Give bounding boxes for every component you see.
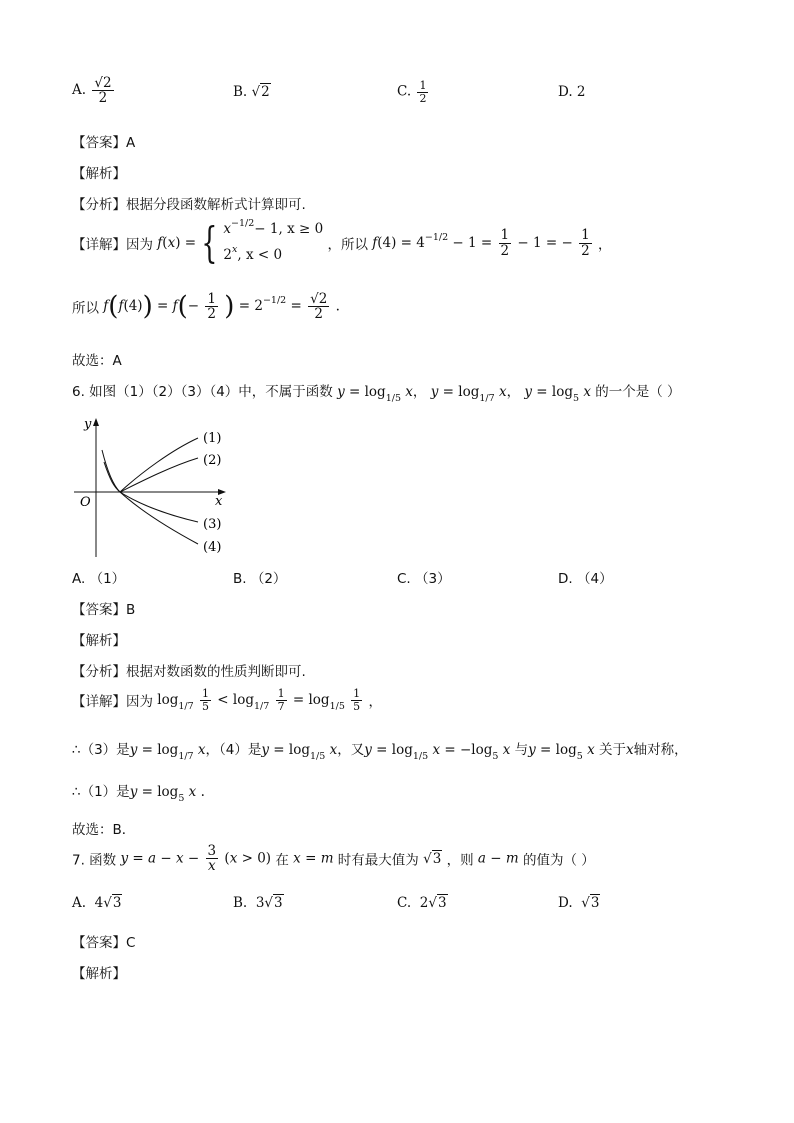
q6-xiangjie: 【详解】因为 $\log_{1/7}$ $\frac{1}{5}$ < $\log_{1/7}$ $\frac{1}{7}$ = $\log_{1/5}$ $\frac{1}{5}$ ， (72, 687, 382, 713)
curve-1 (102, 438, 198, 492)
q6-line3: ∴（3）是$y = \log_{1/7} x$，（4）是$y = \log_{1/5} x$，又$y = \log_{1/5} x = -\log_5$ x 与$y = \log_5 x$ 关于x轴对称， (72, 742, 688, 762)
curve-label-2: (2) (203, 453, 222, 468)
q6-stem: 6. 如图（1）（2）（3）（4）中，不属于函数 $y = \log_{1/5} x$， $y = \log_{1/7} x$， $y = \log_5 x$ 的一个是（ ） (72, 384, 681, 404)
q6-analysis-head: 【解析】 (72, 633, 126, 649)
q7-option-c: C. 2√3 (397, 895, 447, 911)
q6-option-d: D. （4） (558, 571, 613, 587)
y-axis-label: y (84, 417, 92, 432)
q6-option-b: B. （2） (233, 571, 287, 587)
q7-option-b: B. 3√3 (233, 895, 283, 911)
curve-label-3: (3) (203, 517, 222, 532)
q6-option-a: A. （1） (72, 571, 126, 587)
q7-analysis-head: 【解析】 (72, 966, 126, 982)
q7-answer: 【答案】C (72, 935, 136, 951)
q6-choice: 故选：B． (72, 822, 136, 838)
curve-2 (104, 458, 198, 492)
q5-fenxi: 【分析】根据分段函数解析式计算即可. (72, 197, 306, 213)
q6-fenxi: 【分析】根据对数函数的性质判断即可. (72, 664, 306, 680)
q6-line4: ∴（1）是$y = \log_5 x$ . (72, 784, 205, 804)
curve-label-1: (1) (203, 431, 222, 446)
q5-option-a: A. $\frac{√2}{2}$ (72, 75, 112, 107)
q7-stem: 7. 函数 y = a − x − $\frac{3}{x}$ (x > 0) 在 x = m 时有最大值为 √3 ，则 a − m 的值为（ ） (72, 843, 595, 875)
q5-option-b: B. √2 (233, 84, 270, 100)
q6-option-c: C. （3） (397, 571, 451, 587)
q7-option-d: D. √3 (558, 895, 600, 911)
curve-4 (120, 492, 198, 544)
q5-analysis-head: 【解析】 (72, 166, 126, 182)
q5-xiangjie-line1: 【详解】因为 f(x) = { $x^{-1/2}- 1$, x ≥ 0 2$^x$, x < 0 ，所以 $f(4) = 4^{-1/2} - 1$ = $\frac{1}{2}$ − 1 = − $\frac{1}{2}$ ， (72, 218, 612, 267)
q5-option-d: D. 2 (558, 84, 586, 100)
q5-option-c: C. $\frac{1}{2}$ (397, 79, 427, 105)
q5-answer: 【答案】A (72, 135, 136, 151)
q5-choice: 故选：A (72, 353, 122, 369)
x-axis-label: x (215, 494, 223, 509)
origin-label: O (80, 495, 91, 510)
q7-option-a: A. 4√3 (72, 895, 122, 911)
y-axis-arrow (93, 418, 99, 426)
q6-graph (72, 412, 242, 562)
curve-3 (120, 492, 198, 522)
q5-xiangjie-line2: 所以 f(f(4)) = f(− $\frac{1}{2}$ ) = $2^{-1/2}$ = $\frac{√2}{2}$ . (72, 291, 340, 323)
q6-answer: 【答案】B (72, 602, 136, 618)
curve-label-4: (4) (203, 540, 222, 555)
